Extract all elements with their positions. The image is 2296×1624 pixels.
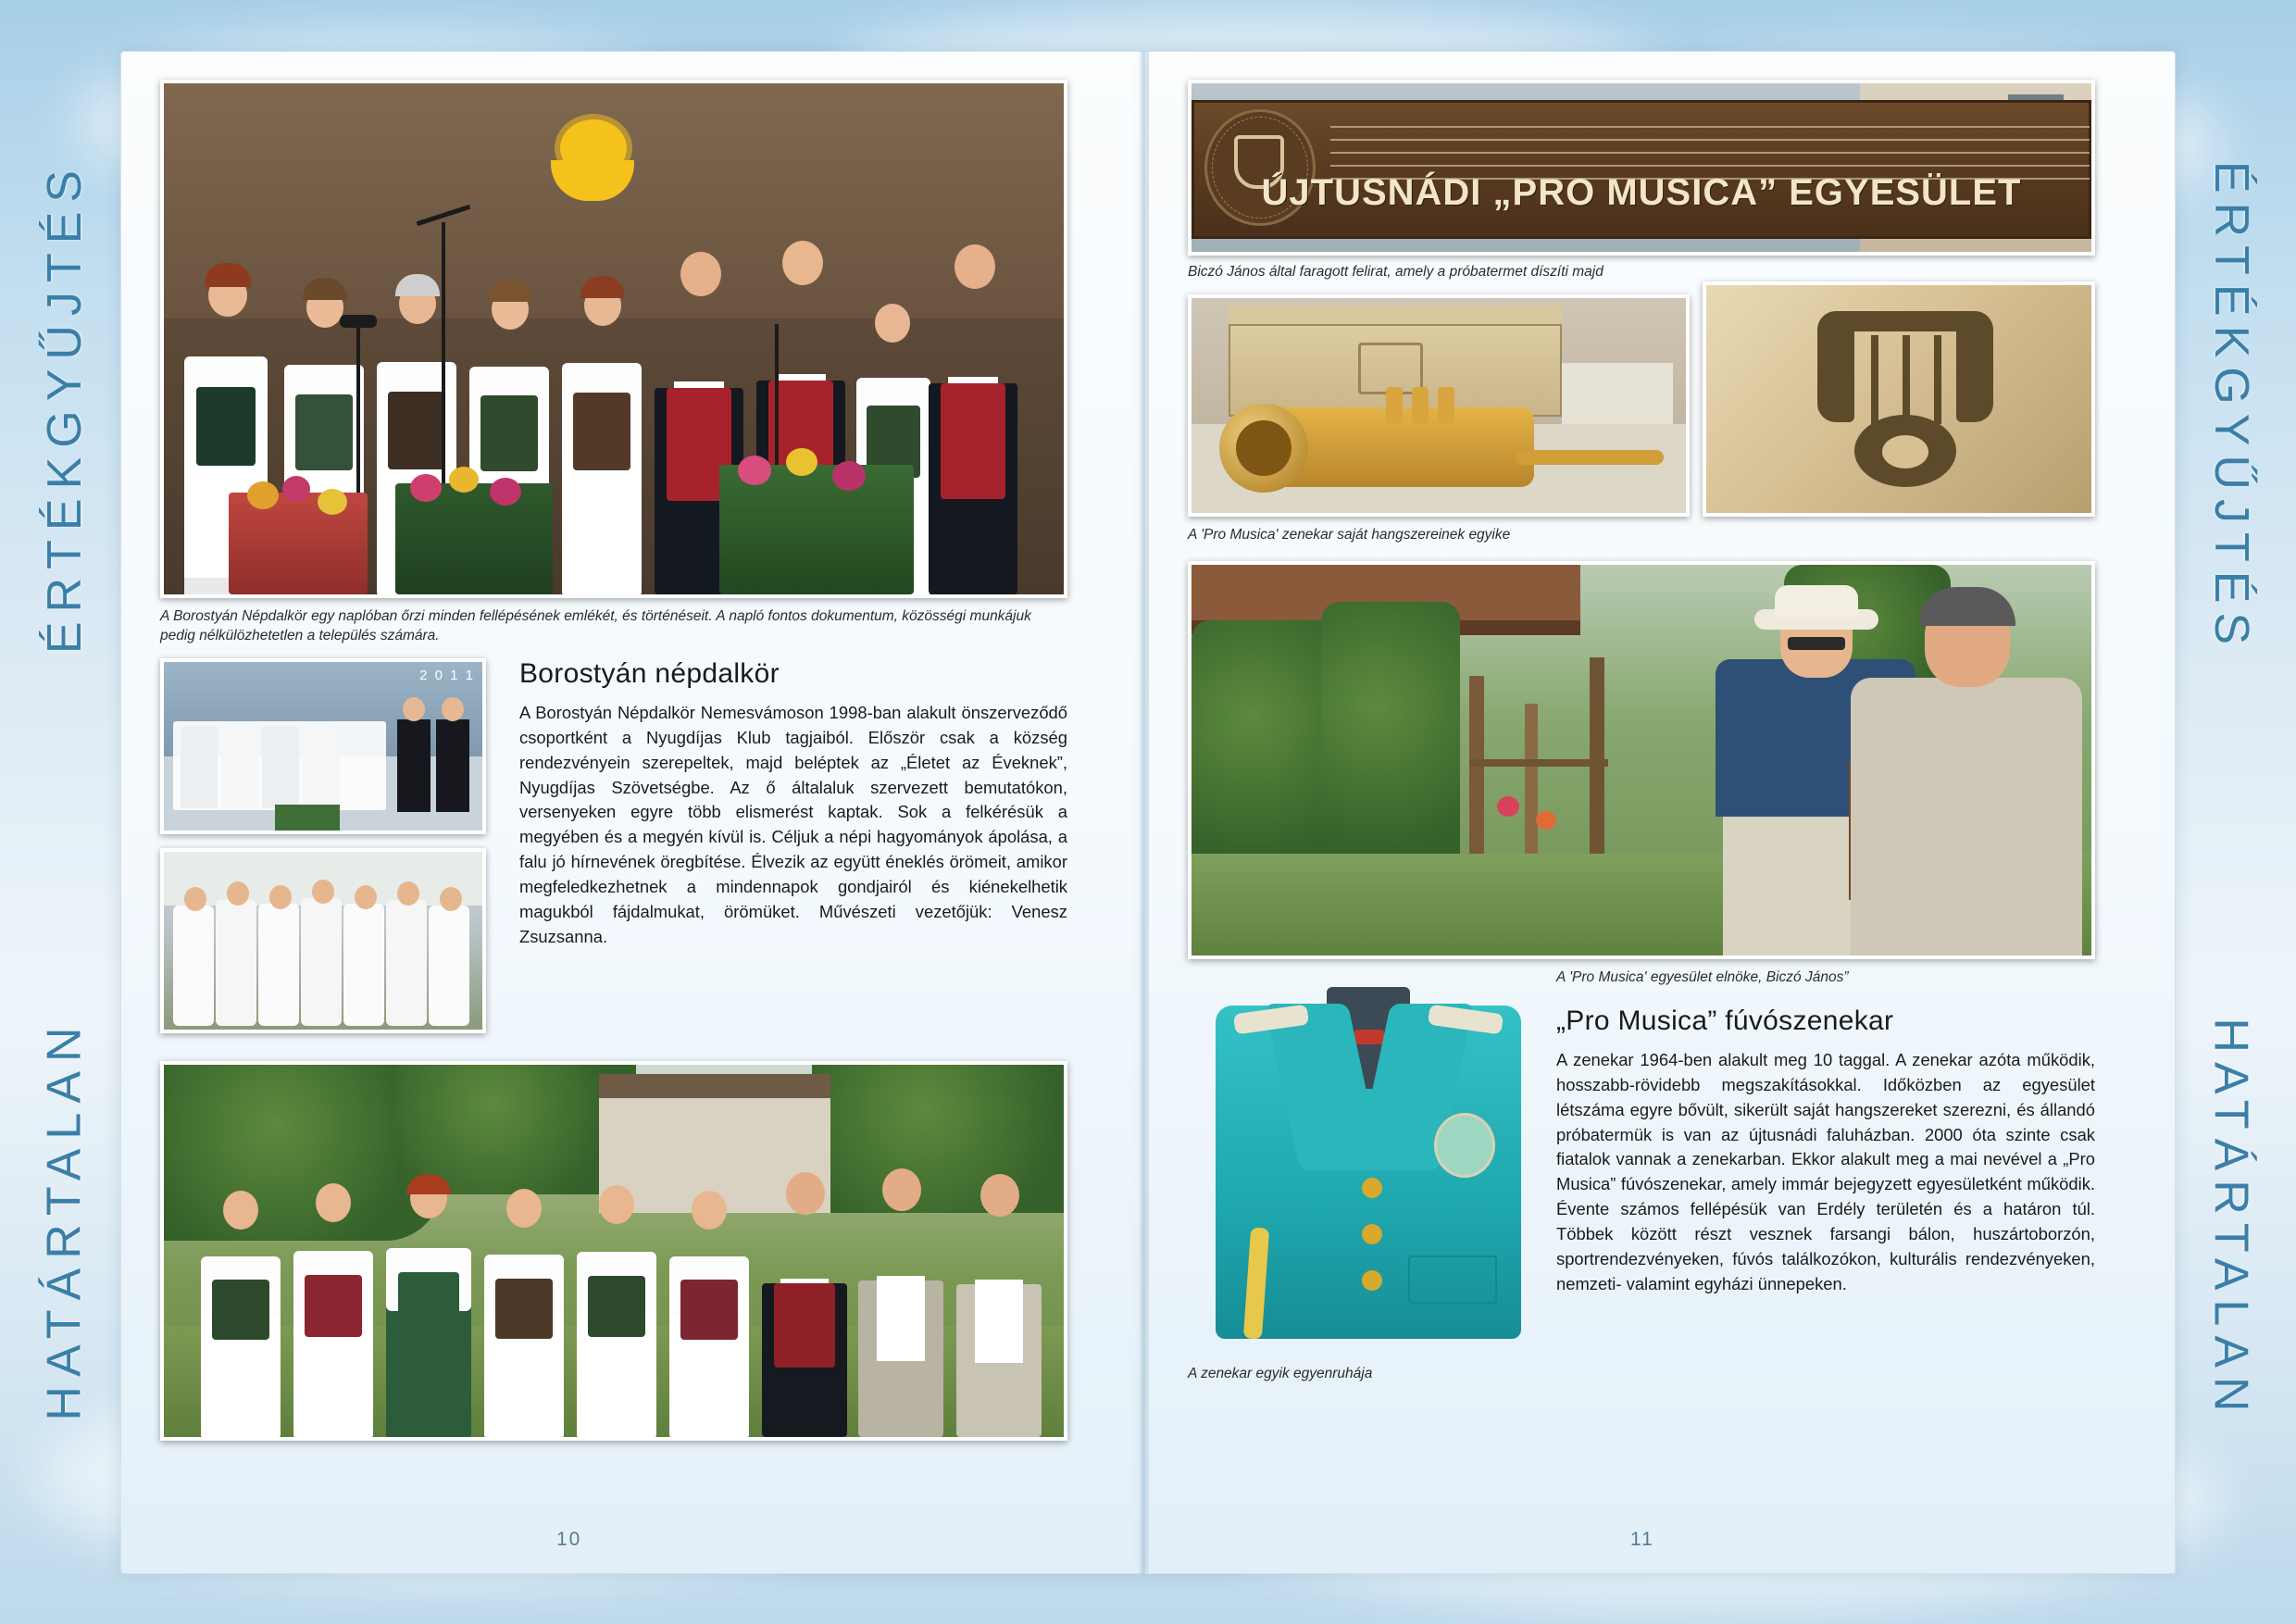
photo-lyre-carving: [1703, 281, 2095, 517]
photo-choir-outdoor: [160, 1061, 1067, 1441]
journal-year-overlay: 2 0 1 1: [419, 668, 475, 683]
photo-carved-sign: [1188, 80, 2095, 256]
caption-instrument: A 'Pro Musica' zenekar saját hangszereinek egyike: [1188, 527, 1511, 543]
photo-choir-journal: [160, 658, 486, 834]
photo-uniform-jacket: [1188, 931, 1549, 1376]
sign-main-text: ÚJTUSNÁDI „PRO MUSICA” EGYESÜLET: [1261, 172, 2022, 213]
article-paragraph: A zenekar 1964-ben alakult meg 10 taggal. A zenekar azóta működik, hosszabb-rövidebb megszakításokkal. Időközben az egyesület létszáma egyre bővült, sikerült saját hangszereket szerezni, és állandó próbatermük is van az újtusnádi faluházban. 2000 óta szinte csak fiatalok vannak a zenekarban. Ekkor alakult meg a mai nevével a „Pro Musica” fúvószenekar, amely immár bejegyzett egyesületként működik. Évente számos fellépésük van Erdély területén és a határon túl. Többek között részt vesznek farsangi bálon, huszártoborzón, sportrendezvényeken, fúvós találkozókon, kulturális rendezvényeken, nemzeti- valamint egyházi ünnepeken.: [1556, 1050, 2095, 1293]
side-title-right-bottom-label: HATÁRTALAN: [2204, 1018, 2258, 1421]
page-number-right: 11: [1630, 1529, 1654, 1550]
page-number-left: 10: [556, 1529, 582, 1550]
side-title-left-bottom-label: HATÁRTALAN: [38, 1018, 92, 1421]
photo-choir-stage: [160, 80, 1067, 598]
photo-president: [1188, 561, 2095, 959]
photo-instrument: [1188, 294, 1690, 517]
caption-uniform: A zenekar egyik egyenruhája: [1188, 1366, 1373, 1381]
side-title-left-bottom: [9, 815, 120, 1624]
caption-president: A 'Pro Musica' egyesület elnöke, Biczó János”: [1556, 969, 1849, 985]
side-title-right-bottom: [2176, 815, 2287, 1624]
right-page: [1148, 51, 2176, 1574]
side-title-right-top-label: ÉRTÉKGYŰJTÉS: [2204, 160, 2258, 655]
article-title-borostyan: Borostyán népdalkör: [519, 658, 780, 689]
article-paragraph: A Borostyán Népdalkör Nemesvámoson 1998-ban alakult önszerveződő csoportként a Nyugdíjas Klub tagjaiból. Először csak a község rendezvényein szerepeltek, majd beléptek az „Életet az Éveknek”, Nyugdíjas Szövetségbe. Az ő általaluk szervezett bemutatókon, versenyeken egyre több elismerést kaptak. Sok a felkérésük a megyében és a megyén kívül is. Céljuk a népi hagyományok ápolása, a falu jó hírnevének öregbítése. Élvezik az együtt éneklés örömeit, amikor megfeledkezhetnek a mindennapok gondjairól és kiénekelhetik magukból fájdalmukat, örömüket. Művészeti vezetőjük: Venesz Zsuzsanna.: [519, 703, 1067, 946]
article-pro-musica: [1556, 1006, 2095, 1306]
caption-sign: Biczó János által faragott felirat, amely a próbatermet díszíti majd: [1188, 264, 1603, 280]
side-title-left-top: [9, 0, 120, 815]
photo-choir-white-dresses: [160, 848, 486, 1033]
article-borostyan: [519, 658, 1067, 959]
article-title-pro-musica: „Pro Musica” fúvószenekar: [1556, 1006, 1894, 1036]
left-page: [120, 51, 1148, 1574]
caption-choir-main: A Borostyán Népdalkör egy naplóban őrzi minden fellépésének emlékét, és történéseit. A napló fontos dokumentum, közösségi munkájuk pedig nélkülözhetetlen a település számára.: [160, 608, 1031, 643]
side-title-left-top-label: ÉRTÉKGYŰJTÉS: [38, 160, 92, 655]
page-spread: [120, 0, 2176, 1624]
side-title-right-top: [2176, 0, 2287, 815]
